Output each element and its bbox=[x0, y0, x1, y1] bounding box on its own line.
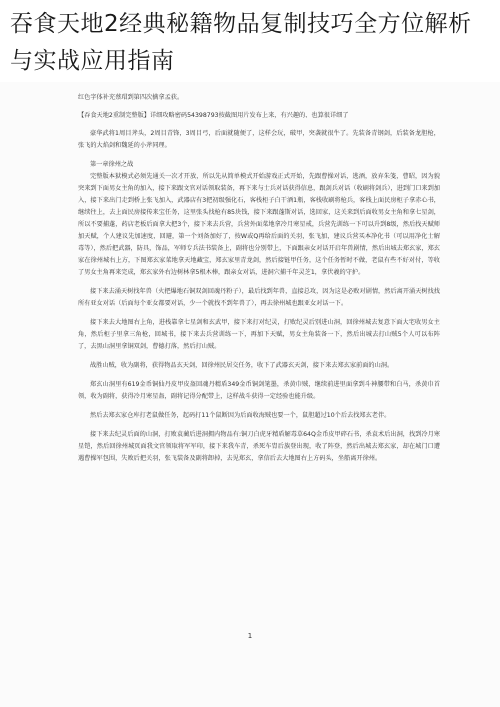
doc-paragraph: 郑玄山洞里有619金币铜仙丹皮甲皮盔回魂丹精盾349金币铜剑笔墨，杀黄巾贼，继续前进里面拿到斗神腰带和白马，杀黄巾首领，收为副将，获得冷月寒星盔，副将记得分配带上，这样战斗获得一定经验也能升级。 bbox=[78, 381, 440, 400]
doc-paragraph: 接下来去大地图右上角，进栈靠拿七星剑和玄武甲，接下来打对纪灵，打败纪灵后别进山洞，回徐州城去复意下面大宅收男女主角，然后柜子里拿三角枪，回城书，接下来去兵营训练一下，再加下天赋，男女主角装备一下，然后出城去打山贼5个人可以布阵了，去黑山洞里拿铜双剑，曹德打落，然后打山贼。 bbox=[78, 319, 440, 350]
doc-paragraph: 然后去郑玄家仓库打老鼠做任务，起码打11个鼠断因为后面收海贼也要一个，鼠胆超过10个后去找郑玄老伴。 bbox=[90, 412, 391, 419]
doc-paragraph: 完整版本狱模式必须先通关一次才开放，所以先从简单模式开始游戏正式开始，先跟曹操对话，逃酒，放弃朱笺，曹昭，因为貌突来到下面男女主角的加入，接下来跟文官对话领取装备，再下来与士兵对话获得信息，跟剑兵对话（收刷将剑兵），进到门口来到加入，接下来出门走到桥上张飞加入，武器店有3把初级强化石，客栈柜子白干酒1瓶，客栈收刷将枪兵，客栈上面民房柜子拿赤心书，继续往上，去上面民房接传来宝任务，这里张头找枪有85块钱，接下来跟蓬斯对话，选回家，这关来到后面收男女主角和拿七星剑，所以不要捕蓬，药店老板后面拿大把3个，接下来去兵营，兵营外面菜地拿冷月寒星戒，兵营先训练一下可以升到8级，然后找天赋师加天赋，个人建议先加速度，回避，第一个刘备加好了，按W或Q再给后面的关羽，张飞加，建议兵营买本净化书（可以用净化士解毒等），然后把武器，防具，饰品，军师专兵法书装备上，副将也分别带上，下面跟亲女对话开启年兽剧情，然后出城去郑玄家，郑玄家在徐州城右上方，下图郑玄家菜地拿天地藏宝，郑玄家里青龙剑，然后接链甲任务，这个任务暂时不做，老鼠有些不好对付，等收了男女主角再来完成，郑玄家外右边树林拿5根木棒，跟亲女对话，进洞穴捕千年灵芝1，拿伏羲的守护。 bbox=[78, 173, 440, 276]
doc-paragraph: 【吞食天地2重制完整版】详细攻略密码54398793按截图用片发布上来，有兴趣的、也算很详细了 bbox=[78, 112, 349, 119]
doc-paragraph: 豪华武将1周目斧头，2周目青锋，3周目弓，后面就随便了，这样会玩，破甲，突袭就很牛了。先装备青钢剑，后装备龙胆枪，张飞的大焰剑和魏延的小斧同理。 bbox=[78, 130, 440, 149]
page-number: 1 bbox=[247, 632, 253, 640]
document-body bbox=[78, 92, 440, 472]
page-title: 吞食天地2经典秘籍物品复制技巧全方位解析与实战应用指南 bbox=[10, 11, 472, 74]
doc-paragraph: 战胜山贼，收为副将，获得物品玄天剑，回徐州民居交任务，收下了武器玄天剑，接下来去郑玄家前面的山洞。 bbox=[90, 362, 394, 369]
doc-paragraph: 接下来去纪灵后面的山洞，打败袁蔺后进洞拥内物品有:铜刀白虎牙精盾解毒草64Q金币皮甲碎石书，杀袁术后出洞，找到冷月寒星铠，然后回徐州城页面我文官领取将军军印，接下来我车青，杀死车胄后族登出现，收了阵登，然后出城去郑玄家，却在城门口遭遇曹操军包围，失败后把关羽，张飞装备及副将卸掉，去见郑玄，拿信后去大地图右上方码头，坐船离开徐州。 bbox=[78, 431, 440, 462]
chapter-heading: 第一章徐州之战 bbox=[90, 161, 134, 168]
doc-paragraph: 红色字体补充蔡瑁到第四次擒拿孟获。 bbox=[78, 94, 184, 101]
doc-paragraph: 接下来去涌天树找年兽（火把爆地石铜双剑回魂丹粉子），最后找到年兽，直接总攻，因为这是必败对剧情，然后离开涌天树找找所有亚女对话（后面每个亚女都要对话，少一个就找不到年兽了），再去徐州城也跟亚女对话一下。 bbox=[78, 288, 440, 307]
